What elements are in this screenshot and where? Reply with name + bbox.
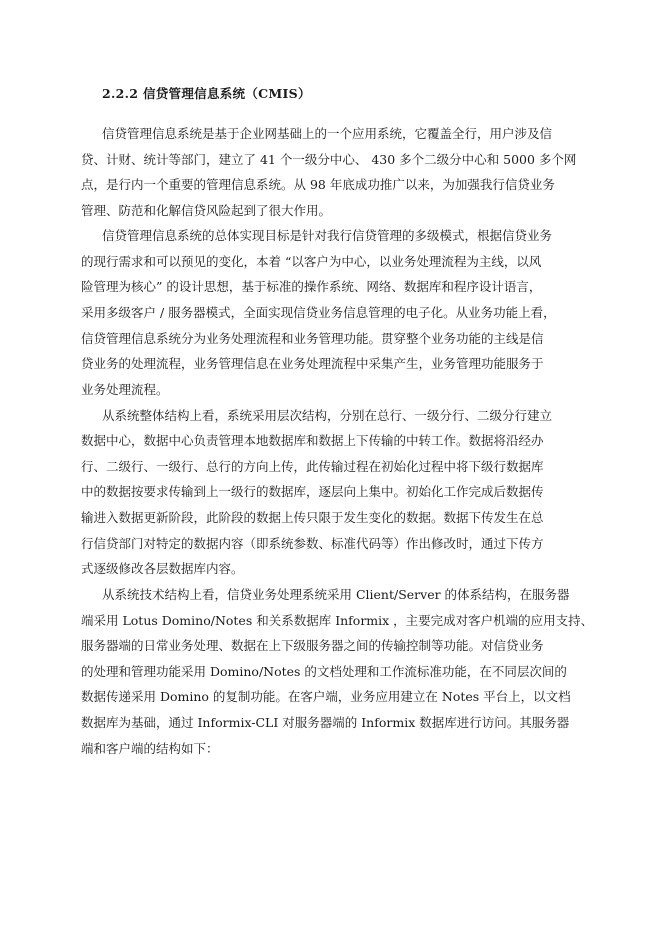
paragraph-3-line-7: 式逐级修改各层数据库内容。 [81, 561, 244, 576]
paragraph-1-line-2: 贷、计财、统计等部门，建立了 41 个一级分中心、 430 多个二级分中心和 5000 多个网 [81, 152, 577, 167]
paragraph-3-line-5: 输进入数据更新阶段，此阶段的数据上传只限于发生变化的数据。数据下传发生在总 [81, 510, 544, 525]
paragraph-3-line-2: 数据中心，数据中心负责管理本地数据库和数据上下传输的中转工作。数据将沿经办 [81, 433, 544, 448]
paragraph-1-line-1: 信贷管理信息系统是基于企业网基础上的一个应用系统，它覆盖全行，用户涉及信 [102, 126, 553, 141]
section-heading: 2.2.2 信贷管理信息系统（CMIS） [102, 86, 311, 101]
paragraph-4-line-5: 数据传递采用 Domino 的复制功能。在客户端，业务应用建立在 Notes 平台上，以文档 [81, 689, 571, 704]
paragraph-2-line-4: 采用多级客户 / 服务器模式，全面实现信贷业务信息管理的电子化。从业务功能上看， [81, 305, 556, 320]
paragraph-2-line-2: 的现行需求和可以预见的变化，本着 “以客户为中心，以业务处理流程为主线，以风 [81, 254, 542, 269]
paragraph-4-line-2: 端采用 Lotus Domino/Notes 和关系数据库 Informix ，主要完成对客户机端的应用支持、 [81, 613, 594, 628]
paragraph-3-line-6: 行信贷部门对特定的数据内容（即系统参数、标准代码等）作出修改时，通过下传方 [81, 536, 544, 551]
paragraph-2-line-6: 贷业务的处理流程，业务管理信息在业务处理流程中采集产生，业务管理功能服务于 [81, 356, 544, 371]
paragraph-4-line-1: 从系统技术结构上看，信贷业务处理系统采用 Client/Server 的体系结构，在服务器 [102, 587, 570, 602]
paragraph-4-line-6: 数据库为基础，通过 Informix-CLI 对服务器端的 Informix 数据库进行访问。其服务器 [81, 715, 570, 730]
paragraph-3-line-1: 从系统整体结构上看，系统采用层次结构，分别在总行、一级分行、二级分行建立 [102, 408, 553, 423]
paragraph-3-line-4: 中的数据按要求传输到上一级行的数据库，逐层向上集中。初始化工作完成后数据传 [81, 484, 544, 499]
paragraph-4-line-4: 的处理和管理功能采用 Domino/Notes 的文档处理和工作流标准功能，在不同层次间的 [81, 664, 567, 679]
paragraph-4-line-7: 端和客户端的结构如下： [81, 741, 219, 756]
paragraph-3-line-3: 行、二级行、一级行、总行的方向上传，此传输过程在初始化过程中将下级行数据库 [81, 459, 544, 474]
paragraph-2-line-1: 信贷管理信息系统的总体实现目标是针对我行信贷管理的多级模式，根据信贷业务 [102, 228, 553, 243]
paragraph-1-line-3: 点，是行内一个重要的管理信息系统。从 98 年底成功推广以来，为加强我行信贷业务 [81, 177, 555, 192]
paragraph-2-line-7: 业务处理流程。 [81, 382, 169, 397]
paragraph-1-line-4: 管理、防范和化解信贷风险起到了很大作用。 [81, 203, 332, 218]
paragraph-2-line-5: 信贷管理信息系统分为业务处理流程和业务管理功能。贯穿整个业务功能的主线是信 [81, 331, 544, 346]
paragraph-4-line-3: 服务器端的日常业务处理、数据在上下级服务器之间的传输控制等功能。对信贷业务 [81, 638, 544, 653]
paragraph-2-line-3: 险管理为核心” 的设计思想，基于标准的操作系统、网络、数据库和程序设计语言， [81, 279, 542, 294]
